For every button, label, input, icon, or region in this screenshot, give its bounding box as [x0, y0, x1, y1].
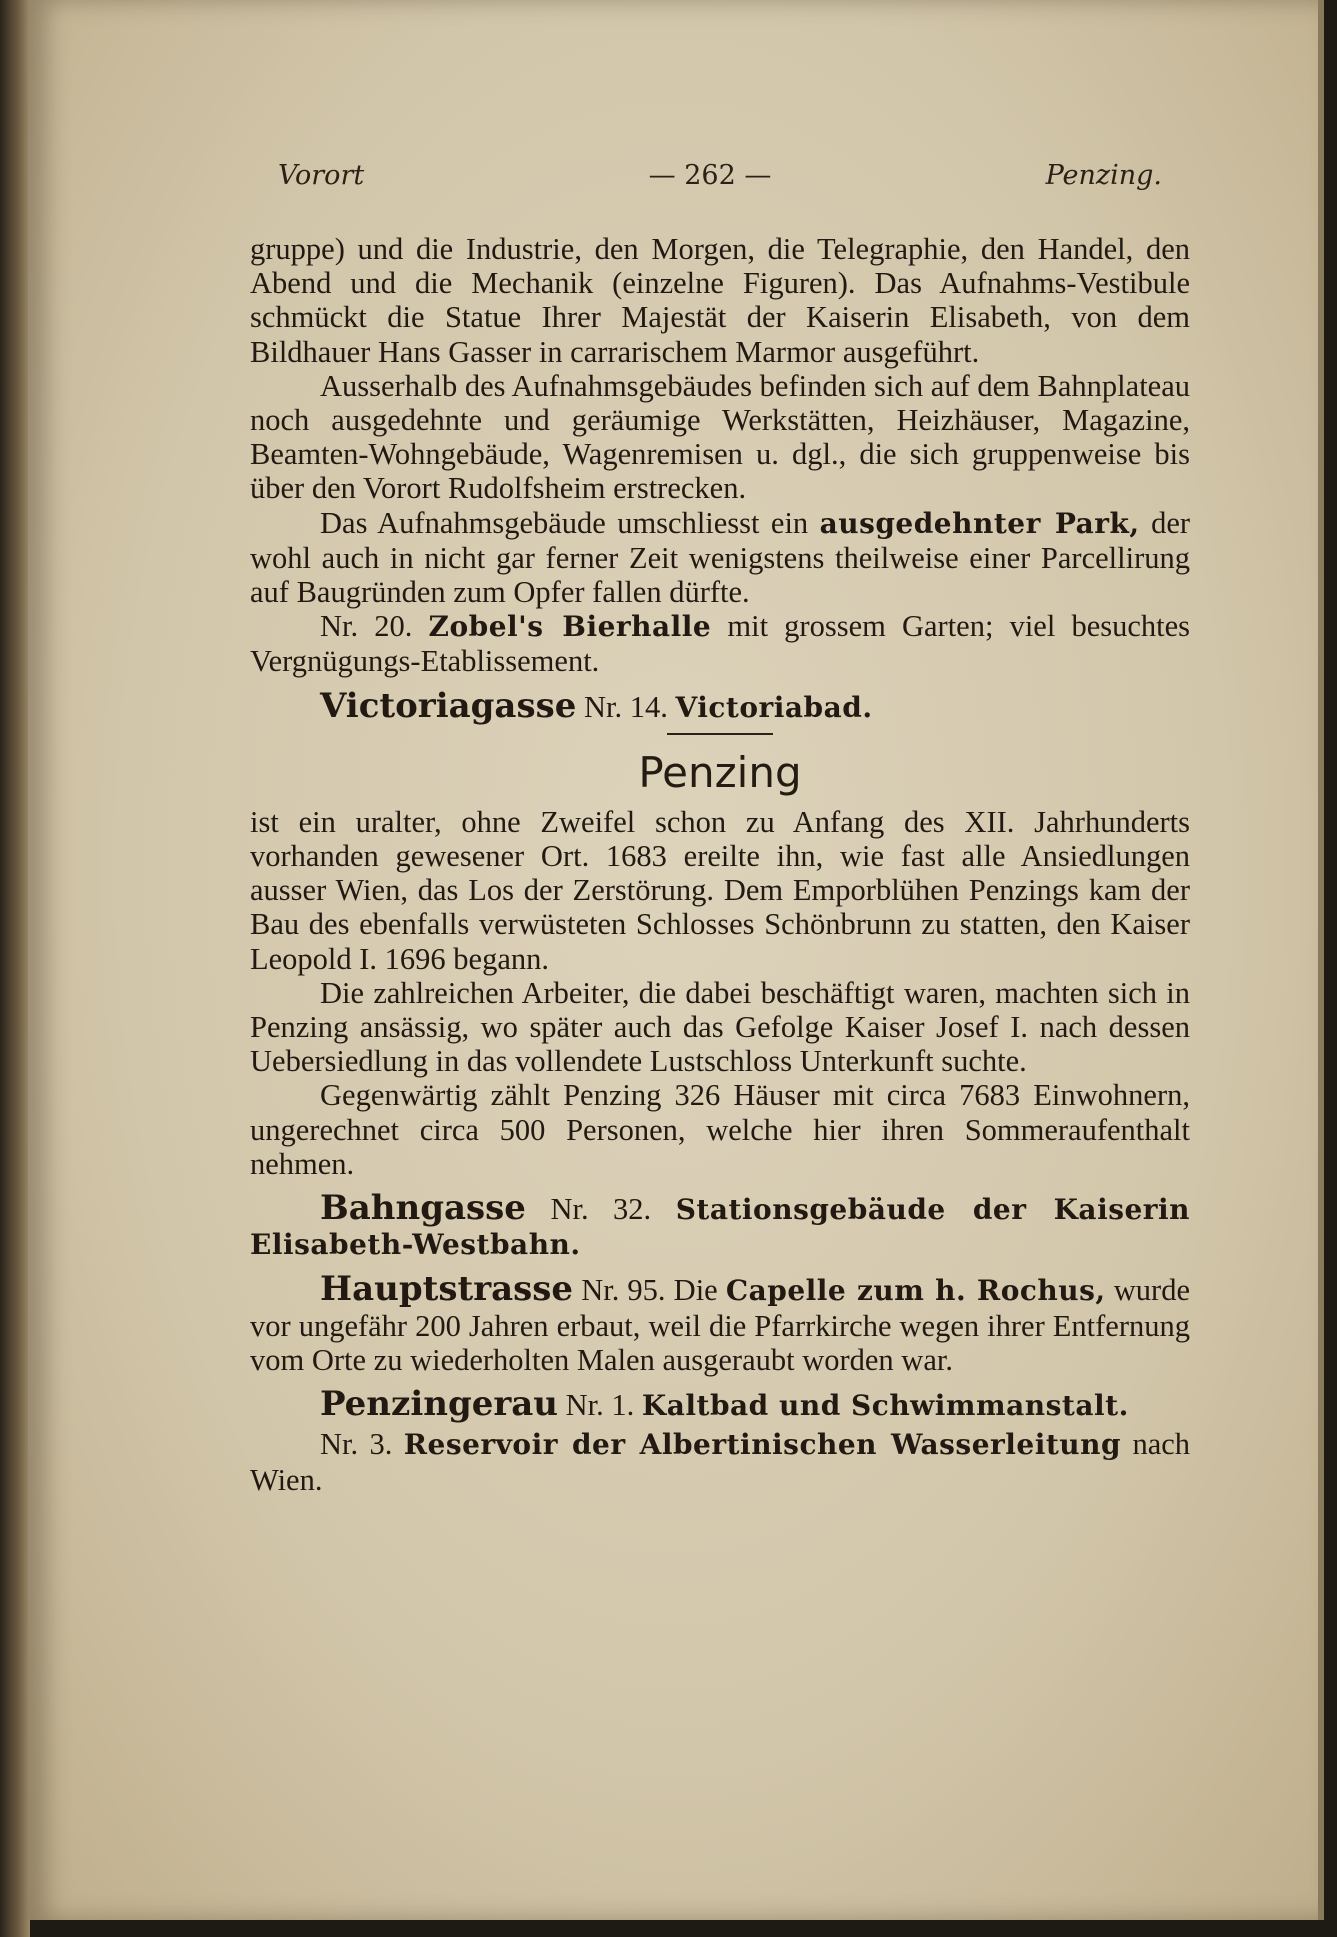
paragraph [250, 1427, 1190, 1496]
paragraph: Die zahlreichen Arbeiter, die dabei beschäftigt waren, machten sich in Penzing ansässig, wo später auch das Gefolge Kaiser Josef I. nach dessen Uebersiedlung in das vollendete Lustschloss Unterkunft suchte. [250, 975, 1190, 1079]
paragraph: Ausserhalb des Aufnahmsgebäudes befinden sich auf dem Bahnplateau noch ausgedehnte und geräumige Werkstätten, Heizhäuser, Magazine, Beamten-Wohngebäude, Wagenremisen u. dgl., die sich gruppenweise bis über den Vorort Rudolfsheim erstrecken. [250, 368, 1190, 506]
bold-term: Kaltbad und Schwimmanstalt. [641, 1389, 1129, 1423]
house-number: Nr. 14. [584, 689, 668, 724]
page-number: — 262 — [648, 160, 772, 191]
street-entry [250, 1384, 1190, 1425]
running-header [248, 160, 1172, 200]
house-number: Nr. 95. Die [581, 1273, 718, 1308]
header-left: Vorort [278, 160, 365, 191]
street-name: Penzingerau [320, 1384, 559, 1425]
text-run: Das Aufnahmsgebäude umschliesst ein [320, 505, 809, 540]
street-name: Bahngasse [320, 1188, 526, 1229]
text-run: nach Wien. [250, 1427, 1191, 1497]
paragraph [250, 506, 1190, 610]
bold-term: ausgedehnter Park, [819, 506, 1140, 540]
text-run: wurde vor ungefähr 200 Jahren erbaut, weil die Pfarrkirche wegen ihrer Entfernung vom Orte zu wiederholten Malen ausgeraubt worden war. [250, 1273, 1191, 1377]
paragraph [250, 609, 1190, 678]
bold-term: Reservoir der Albertinischen Wasserleitung [403, 1428, 1122, 1462]
bold-term: Victoriabad. [675, 690, 873, 724]
street-entry [250, 685, 1190, 726]
house-number: Nr. 3. [320, 1427, 393, 1462]
header-right: Penzing. [1045, 160, 1162, 191]
street-entry [250, 1269, 1191, 1377]
street-name: Hauptstrasse [320, 1269, 574, 1310]
street-name: Victoriagasse [320, 685, 577, 726]
paragraph: Gegenwärtig zählt Penzing 326 Häuser mit circa 7683 Einwohnern, ungerechnet circa 500 Personen, welche hier ihren Sommeraufenthalt nehmen. [250, 1078, 1190, 1181]
bold-term: Capelle zum h. Rochus, [725, 1274, 1106, 1308]
house-number: Nr. 20. [320, 609, 413, 644]
street-entry [250, 1188, 1191, 1262]
house-number: Nr. 1. [565, 1388, 635, 1423]
text-run: der wohl auch in nicht gar ferner Zeit wenigstens theilweise einer Parcellirung auf Baugründen zum Opfer fallen dürfte. [250, 505, 1191, 610]
bold-term: Zobel's Bierhalle [428, 610, 712, 644]
paragraph: gruppe) und die Industrie, den Morgen, die Telegraphie, den Handel, den Abend und die Mechanik (einzelne Figuren). Das Aufnahms-Vestibule schmückt die Statue Ihrer Majestät der Kaiserin Elisabeth, von dem Bildhauer Hans Gasser in carrarischem Marmor ausgeführt. [250, 232, 1190, 369]
body-text [250, 232, 1190, 1497]
bold-term: Stationsgebäude der Kaiserin Elisabeth-Westbahn. [250, 1193, 1191, 1262]
text-run: mit grossem Garten; viel besuchtes Vergnügungs-Etablissement. [250, 609, 1191, 679]
book-gutter [0, 0, 30, 1937]
section-divider [667, 733, 773, 735]
house-number: Nr. 32. [550, 1192, 652, 1227]
section-title: Penzing [638, 747, 802, 797]
paragraph: ist ein uralter, ohne Zweifel schon zu Anfang des XII. Jahrhunderts vorhanden gewesener Ort. 1683 ereilte ihn, wie fast alle Ansiedlungen ausser Wien, das Los der Zerstörung. Dem Emporblühen Penzings kam der Bau des ebenfalls verwüsteten Schlosses Schönbrunn zu statten, den Kaiser Leopold I. 1696 begann. [250, 804, 1190, 976]
